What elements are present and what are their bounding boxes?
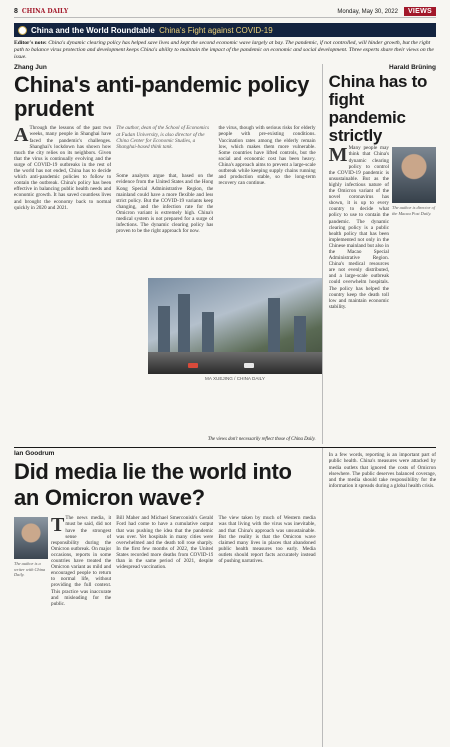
- bottom-side-text: In a few words, reporting is an important part of public health. China's measures were attacked by media outlets that ignored the costs of Omicron elsewhere. The public deserves balanced coverage, and the media should take responsibility for the information it spreads during a global health crisis.: [328, 452, 436, 489]
- bottom-article: [14, 448, 323, 747]
- side-author-bio: The author is director of the Macau Post Daily.: [392, 205, 436, 216]
- side-text: M Many people may think that China's dynamic clearing policy to control the COVID-19 pandemic is unsustainable. But as the highly infectious nature of the Omicron variant of the novel coronavirus has shown, it is up to every country to decide what policy to use to contain the pandemic. The dynamic clearing policy is a public health policy that has been implemented not only in the Chinese mainland but also in the Macao Special Administrative Region. China's medical resources are not evenly distributed, and a large-scale outbreak could overwhelm hospitals. The policy has helped the country keep the death toll low and maintain economic stability.: [328, 145, 389, 310]
- section-label: VIEWS: [404, 7, 436, 16]
- bottom-text-2: Bill Maher and Michael Smerconish's Gerald Ford had come to have a cumulative output that was pushing the idea that the pandemic was over. Yet hospitals in many cities were overwhelmed and the death toll rose sharply. In the first few months of 2022, the United States recorded more deaths from COVID-19 than in the same period of 2021, despite widespread vaccination.: [116, 515, 214, 571]
- banner-title: [31, 26, 273, 35]
- bottom-column-2: [116, 515, 213, 747]
- street-photo: [148, 278, 322, 374]
- bottom-text-3: The view taken by much of Western media was that living with the virus was inevitable, and that China's approach was unsustainable. But the reality is that the Omicron wave claimed many lives in places that abandoned public health measures too early. Media outlets should report facts accurately instead of pushing narratives.: [218, 515, 316, 565]
- lead-text-3: the virus, though with serious risks for elderly people with pre-existing conditions. Vaccination rates among the elderly remain low, which makes them more vulnerable. Some countries have lifted controls, but the social and economic cost has been heavy. China's approach aims to prevent a large-scale outbreak while keeping supply chains running and production stable, so the long-term recovery can continue.: [218, 125, 316, 187]
- lead-headline: China's anti-pandemic policy prudent: [14, 72, 310, 122]
- lead-text-2: Some analysts argue that, based on the evidence from the United States and the Hong Kong Special Administrative Region, the mainland could have a more flexible and less strict policy. But the COVID-19 variants keep changing, and the infection rate for the Omicron variant is extremely high. China's medical system is not prepared for a surge of infections. The dynamic clearing policy has proven to be the right approach for now.: [116, 173, 214, 235]
- lead-article: [14, 64, 323, 444]
- side-article: [323, 64, 436, 444]
- banner-title-text: China and the World Roundtable: [31, 25, 155, 35]
- globe-icon: [18, 26, 27, 35]
- bottom-column-3: [218, 515, 315, 747]
- lead-column-1: [14, 125, 111, 387]
- lead-byline: Zhang Jun: [14, 64, 47, 72]
- bottom-author-portrait: [14, 517, 48, 559]
- bottom-story: [14, 447, 436, 747]
- editor-note: [14, 40, 436, 60]
- section-banner: [14, 23, 436, 37]
- bottom-headline: Did media lie the world into an Omicron wave?: [14, 459, 292, 511]
- bottom-byline: Ian Goodrum: [14, 450, 55, 458]
- bottom-author-bio: The author is a writer with China Daily.: [14, 561, 46, 577]
- disclaimer: The views don't necessarily reflect those of China Daily.: [207, 437, 316, 443]
- side-byline: Harald Brüning: [389, 64, 436, 72]
- lead-text-1: A Through the lessons of the past two weeks, many people in Shanghai have faced the pandemic's challenges. Shanghai's lockdown has shown how much the city relies on its neighbors. Given that the virus is continually evolving and the surge of COVID-19 outbreaks in the rest of the world has not ended, China has to decide which anti-pandemic policies to follow to contain the outbreak. China's policy has been effective in balancing public health needs and economic growth. It has saved countless lives and brought the economy back to normal quickly in 2020 and 2021.: [14, 125, 112, 211]
- paper-name: CHINA DAILY: [21, 8, 69, 15]
- masthead: [14, 6, 436, 18]
- author-bio: The author, dean of the School of Economics at Fudan University, is also director of the China Center for Economic Studies, a Shanghai-based think tank.: [116, 125, 210, 150]
- banner-subtitle: China's Fight against COVID-19: [159, 25, 273, 35]
- editor-note-label: Editor's note:: [14, 40, 47, 46]
- masthead-right: [337, 7, 436, 16]
- bottom-column-1: [14, 515, 111, 747]
- bottom-body: [14, 515, 316, 747]
- bottom-text-1: T The news media, it must be said, did not have the strongest sense of responsibility during the Omicron outbreak. On major occasions, reports in some countries have treated the Omicron variant as mild and encouraged people to return to normal life, without providing the full context. This practice was inaccurate and misleading for the public.: [51, 515, 112, 607]
- author-portrait: [392, 147, 436, 203]
- side-headline: China has to fight pandemic strictly: [328, 72, 428, 146]
- bottom-side-column: [323, 448, 436, 747]
- photo-caption: MA XUEJING / CHINA DAILY: [205, 376, 265, 382]
- editor-note-text: China's dynamic clearing policy has helped save lives and kept the second economic wave largely at bay. The pandemic, if not controlled, will hinder growth, but the right path to balance virus protection and development keeps China's ability to maintain the impact of the pandemic on economic and social development. Three experts share their views on the issue.: [14, 40, 434, 60]
- top-stories: [14, 64, 436, 444]
- page-number: 8: [14, 8, 18, 15]
- masthead-left: [14, 8, 68, 15]
- issue-date: Monday, May 30, 2022: [337, 8, 398, 15]
